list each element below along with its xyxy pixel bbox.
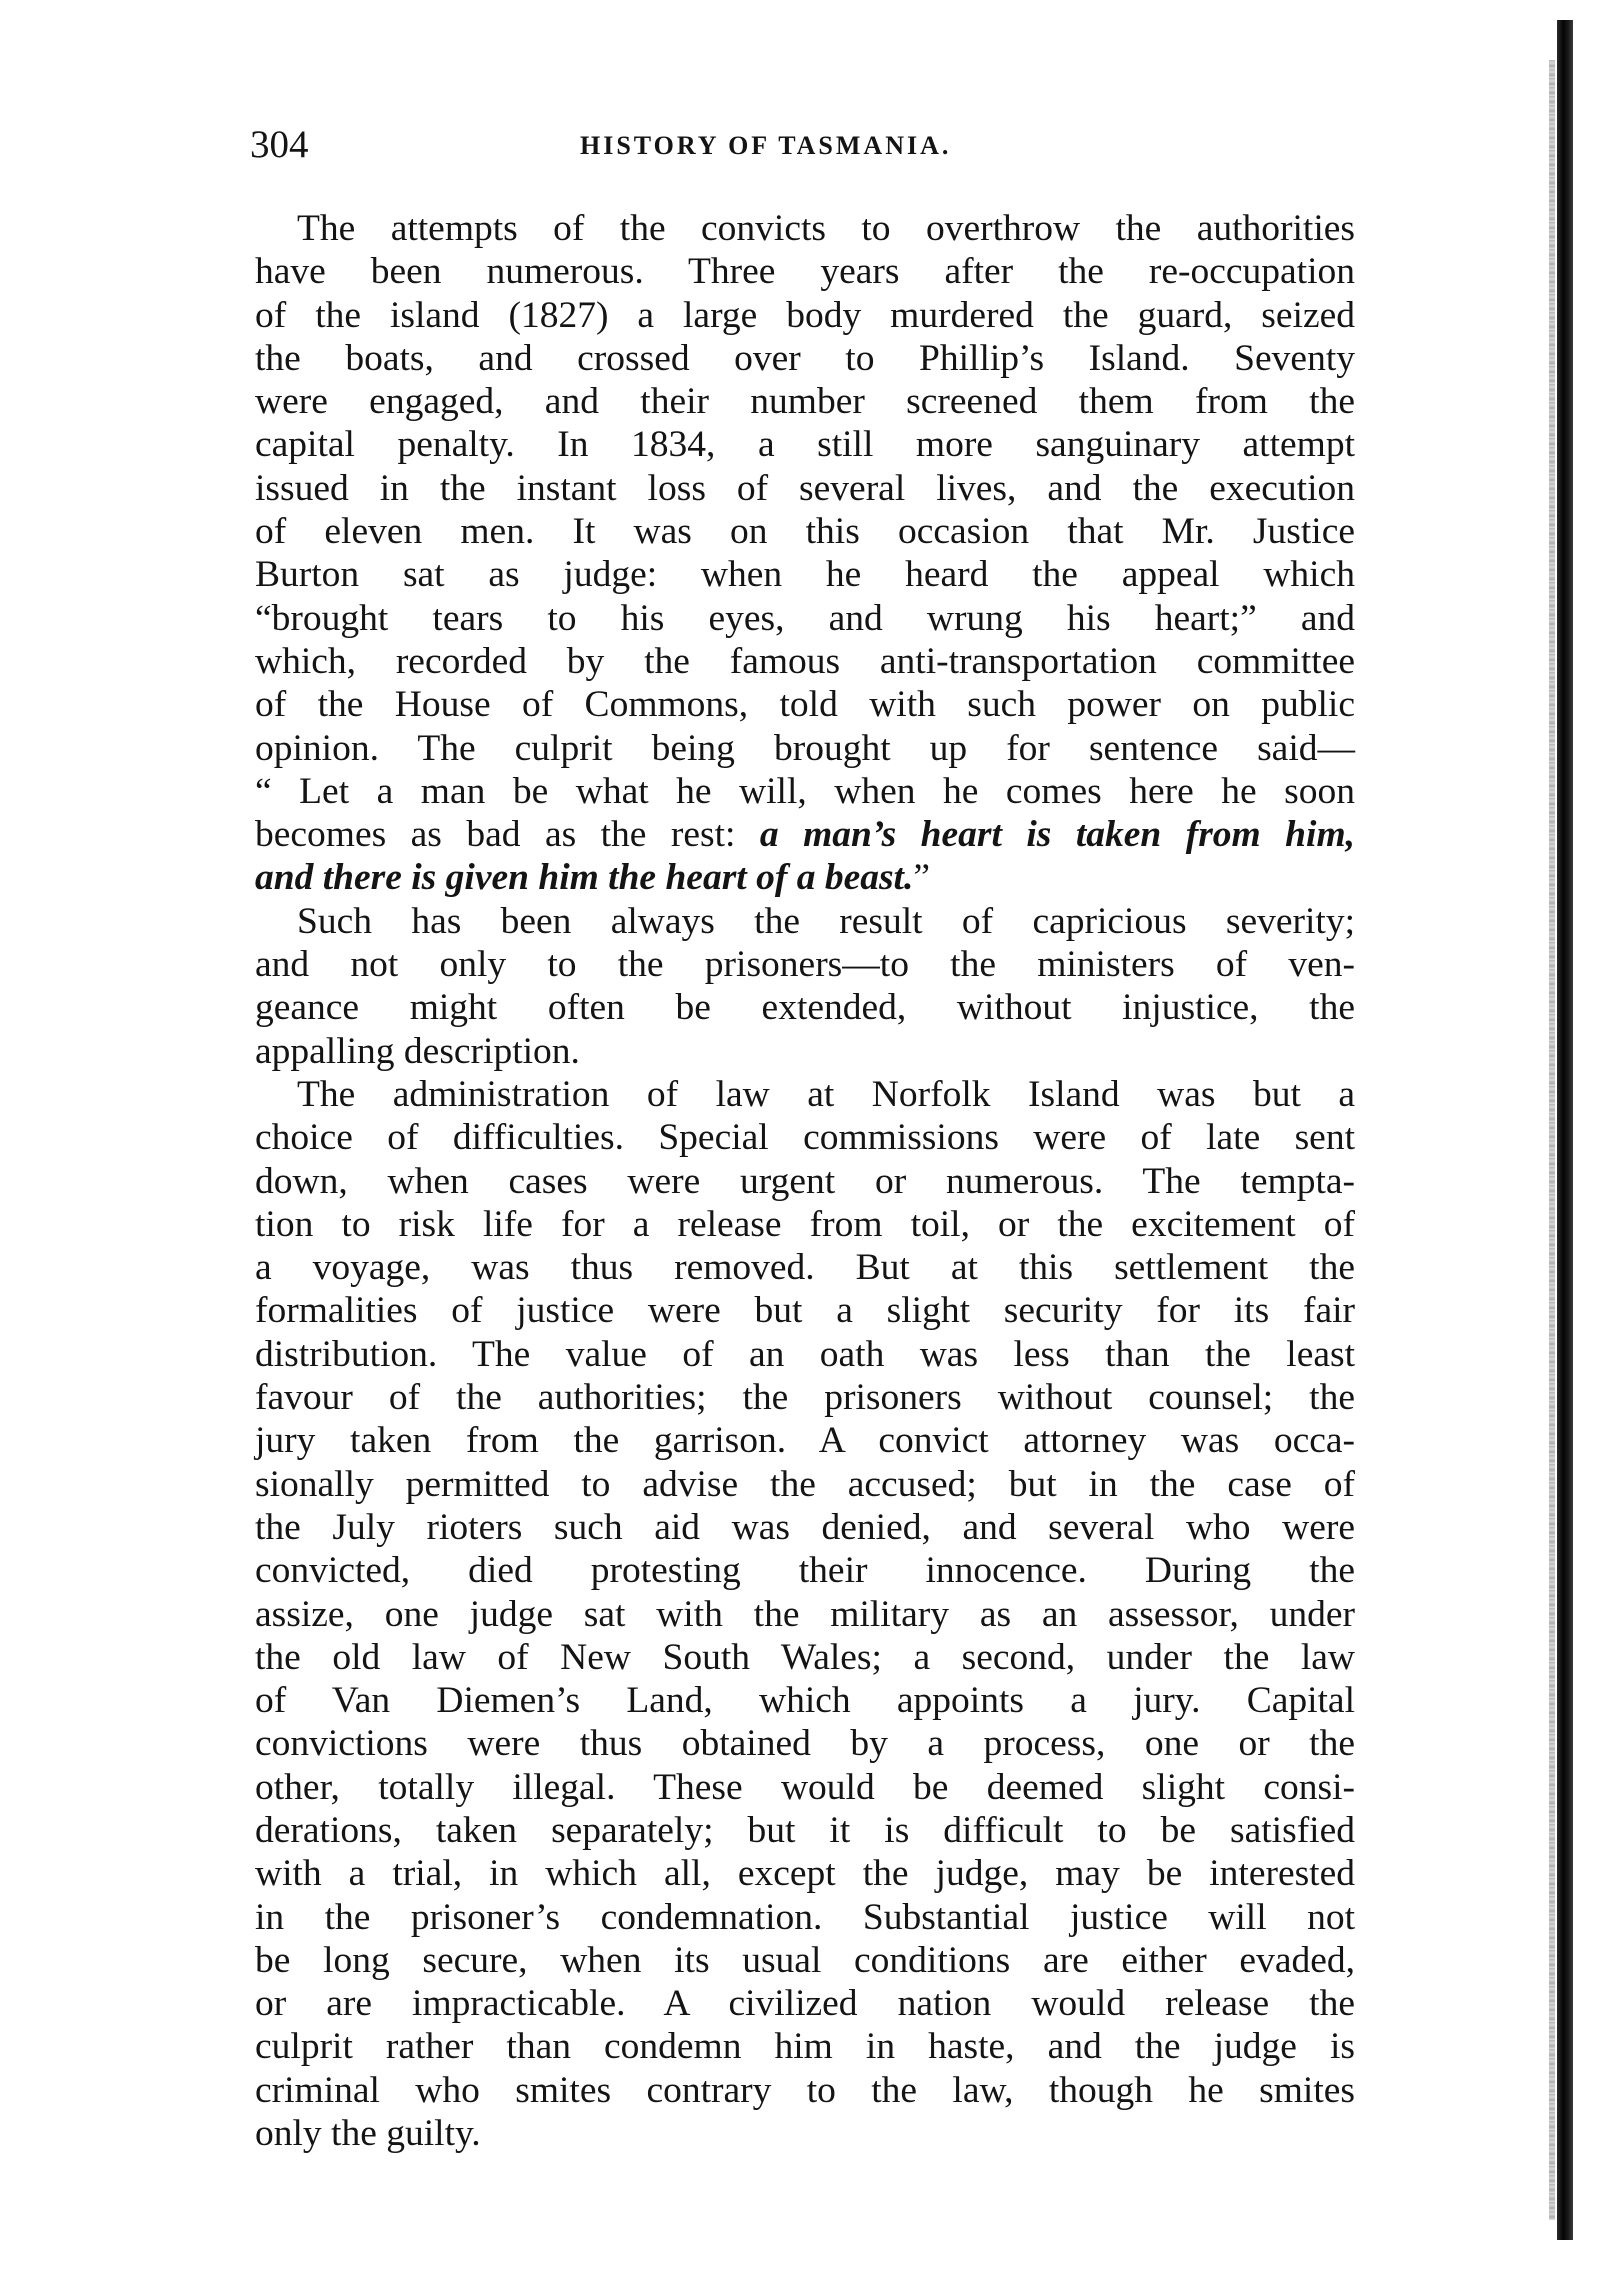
text-line [255,813,1355,856]
line-text: criminal who smites contrary to the law, though he smites [255,2069,1355,2111]
line-text: of eleven men. It was on this occasion that Mr. Justice [255,511,1355,553]
text-line [255,727,1355,770]
text-line [255,1376,1355,1419]
text-line [255,1116,1355,1159]
line-text: of the island (1827) a large body murdered the guard, seized [255,294,1355,336]
line-text: geance might often be extended, without injustice, the [255,987,1355,1029]
line-text: be long secure, when its usual conditions are either evaded, [255,1939,1355,1981]
line-text: down, when cases were urgent or numerous. The tempta- [255,1160,1355,1202]
line-text: assize, one judge sat with the military as an assessor, under [255,1593,1355,1635]
text-line [255,1852,1355,1895]
line-text: culprit rather than condemn him in haste, and the judge is [255,2026,1355,2068]
text-line [255,1030,1355,1073]
text-line [255,1246,1355,1289]
line-text: have been numerous. Three years after the re-occupation [255,251,1355,293]
line-text: sionally permitted to advise the accused; but in the case of [255,1463,1355,1505]
text-line [255,770,1355,813]
line-text: becomes as bad as the rest: [255,814,760,856]
text-line [255,1506,1355,1549]
line-text: opinion. The culprit being brought up for sentence said— [255,727,1355,769]
page-edge-shadow [1549,60,1555,2220]
line-text: in the prisoner’s condemnation. Substantial justice will not [255,1896,1355,1938]
line-text: distribution. The value of an oath was less than the least [255,1333,1355,1375]
line-text: choice of difficulties. Special commissions were of late sent [255,1117,1355,1159]
text-line [255,250,1355,293]
line-text: derations, taken separately; but it is difficult to be satisfied [255,1809,1355,1851]
text-line [255,683,1355,726]
text-line [255,986,1355,1029]
text-line [255,1636,1355,1679]
text-line [255,467,1355,510]
text-line [255,1896,1355,1939]
text-line [255,597,1355,640]
text-line [255,553,1355,596]
page-number: 304 [250,123,309,166]
text-line [255,1463,1355,1506]
text-line [255,380,1355,423]
line-text: were engaged, and their number screened them from the [255,381,1355,423]
line-text: with a trial, in which all, except the judge, may be interested [255,1853,1355,1895]
line-text: convicted, died protesting their innocence. During the [255,1550,1355,1592]
text-line [255,207,1355,250]
line-text: a voyage, was thus removed. But at this settlement the [255,1247,1355,1289]
italic-quote: a man’s heart is taken from him, [759,814,1355,856]
text-line [255,2025,1355,2068]
text-line [255,1982,1355,2025]
line-text: issued in the instant loss of several lives, and the execution [255,467,1355,509]
text-line [255,2112,1355,2155]
line-text: “ Let a man be what he will, when he comes here he soon [255,770,1355,812]
line-text: jury taken from the garrison. A convict attorney was occa- [255,1420,1355,1462]
text-line [255,1939,1355,1982]
text-line [255,1073,1355,1116]
text-line [255,1766,1355,1809]
line-text: The administration of law at Norfolk Island was but a [297,1073,1355,1115]
line-text: other, totally illegal. These would be deemed slight consi- [255,1766,1355,1808]
text-line [255,337,1355,380]
text-line [255,900,1355,943]
text-line [255,943,1355,986]
text-line [255,1722,1355,1765]
text-line [255,856,1355,899]
text-line [255,2069,1355,2112]
line-text: formalities of justice were but a slight security for its fair [255,1290,1355,1332]
text-line [255,1160,1355,1203]
text-line [255,1203,1355,1246]
line-text: The attempts of the convicts to overthrow the authorities [297,208,1355,249]
italic-quote: and there is given him the heart of a beast. [255,857,914,899]
body-text [255,207,1355,2155]
text-line [255,1419,1355,1462]
line-text: the old law of New South Wales; a second, under the law [255,1636,1355,1678]
line-text: Such has been always the result of capricious severity; [297,900,1355,942]
line-text-after: ” [913,857,931,899]
line-text: capital penalty. In 1834, a still more sanguinary attempt [255,424,1355,466]
page-header [250,120,1350,170]
text-line [255,294,1355,337]
text-line [255,1679,1355,1722]
line-text: favour of the authorities; the prisoners without counsel; the [255,1377,1355,1419]
line-text: or are impracticable. A civilized nation would release the [255,1983,1355,2025]
line-text: and not only to the prisoners—to the ministers of ven- [255,944,1355,986]
line-text: only the guilty. [255,2113,481,2155]
text-line [255,1333,1355,1376]
line-text: Burton sat as judge: when he heard the appeal which [255,554,1355,596]
text-line [255,1289,1355,1332]
text-line [255,1549,1355,1592]
running-title: HISTORY OF TASMANIA. [580,131,952,160]
line-text: the July rioters such aid was denied, and several who were [255,1506,1355,1548]
line-text: which, recorded by the famous anti-transportation committee [255,640,1355,682]
line-text: the boats, and crossed over to Phillip’s Island. Seventy [255,337,1355,379]
line-text: appalling description. [255,1030,580,1072]
text-line [255,1593,1355,1636]
line-text: of Van Diemen’s Land, which appoints a jury. Capital [255,1680,1355,1722]
text-line [255,640,1355,683]
binding-edge [1557,20,1573,2240]
text-line [255,510,1355,553]
line-text: tion to risk life for a release from toil, or the excitement of [255,1203,1355,1245]
text-line [255,423,1355,466]
line-text: “brought tears to his eyes, and wrung his heart;” and [255,597,1355,639]
line-text: of the House of Commons, told with such power on public [255,684,1355,726]
line-text: convictions were thus obtained by a process, one or the [255,1723,1355,1765]
text-line [255,1809,1355,1852]
